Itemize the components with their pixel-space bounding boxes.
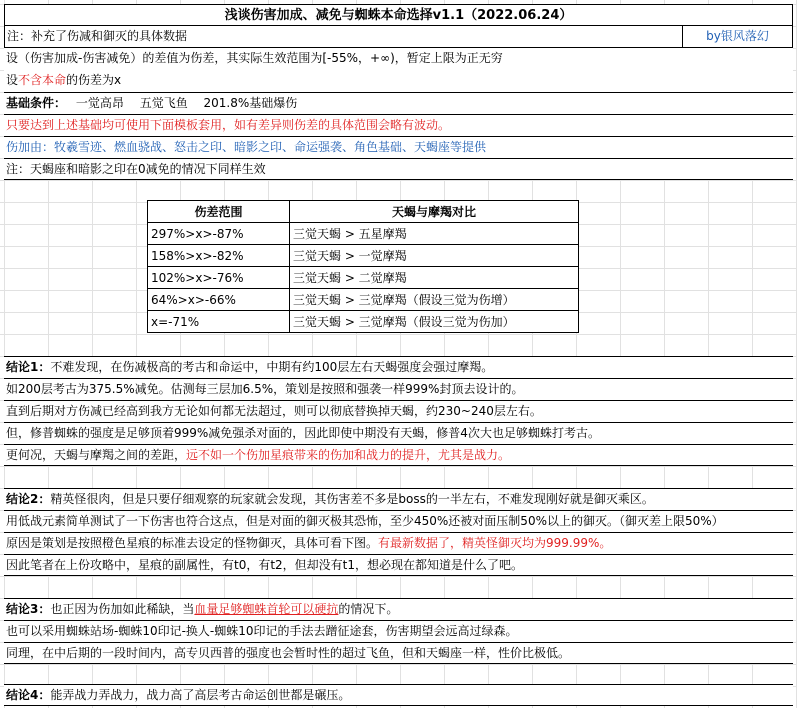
- table-row: [148, 267, 579, 289]
- conclusion-2-l3-text: 原因是策划是按照橙色星痕的标准去设定的怪物御灭，具体可看下图。: [6, 536, 379, 550]
- conclusion-1-line-1: [4, 356, 793, 378]
- x-def-pre: 设: [6, 73, 19, 87]
- conclusion-3-line-1: [4, 598, 793, 620]
- comparison-cell: 三觉天蝎 > 三觉摩羯（假设三觉为伤增）: [290, 289, 579, 311]
- conclusion-3-label: 结论3：: [6, 602, 51, 616]
- range-cell: 297%>x>-87%: [148, 223, 290, 245]
- note-row: [4, 26, 793, 48]
- conclusion-4-line-1: [4, 684, 793, 706]
- comparison-cell: 三觉天蝎 > 三觉摩羯（假设三觉为伤加）: [290, 311, 579, 333]
- base-conditions: [4, 92, 793, 114]
- comparison-cell: 三觉天蝎 > 二觉摩羯: [290, 267, 579, 289]
- base-item: 201.8%基础爆伤: [203, 96, 298, 110]
- conclusion-3-text: 也正因为伤加如此稀缺，当: [50, 602, 195, 616]
- conclusion-1-line-4: 但，修普蜘蛛的强度是足够顶着999%减免强杀对面的，因此即使中期没有天蝎，修普4次大也足够蜘蛛打考古。: [4, 422, 793, 444]
- conclusion-2-highlight: 有最新数据了，精英怪御灭均为999.99%。: [378, 536, 612, 550]
- table-row: [148, 311, 579, 333]
- comparison-table: [147, 200, 579, 333]
- conclusion-2-line-1: [4, 488, 793, 510]
- range-cell: x=-71%: [148, 311, 290, 333]
- base-item: 一觉高昂: [75, 96, 124, 110]
- table-row: [148, 223, 579, 245]
- range-cell: 158%>x>-82%: [148, 245, 290, 267]
- update-note: 注：补充了伤减和御灭的具体数据: [7, 29, 188, 43]
- comparison-cell: 三觉天蝎 > 一觉摩羯: [290, 245, 579, 267]
- scorpio-note: 注：天蝎座和暗影之印在0减免的情况下同样生效: [4, 158, 793, 180]
- conclusion-3-highlight: 血量足够蜘蛛首轮可以硬抗: [194, 602, 339, 616]
- conclusion-1-line-2: 如200层考古为375.5%减免。估测每三层加6.5%，策划是按照和强袭一样999%封顶去设计的。: [4, 378, 793, 400]
- conclusion-1-text: 不难发现，在伤减极高的考古和命运中，中期有约100层左右天蝎强度会强过摩羯。: [50, 360, 494, 374]
- conclusion-2-label: 结论2：: [6, 492, 51, 506]
- x-definition-line: [4, 70, 793, 92]
- template-note: 只要达到上述基础均可使用下面模板套用，如有差异则伤差的具体范围会略有波动。: [4, 114, 793, 136]
- header-range: 伤差范围: [148, 201, 290, 223]
- conclusion-2-text: 精英怪很肉，但是只要仔细观察的玩家就会发现，其伤害差不多是boss的一半左右，不难发现刚好就是御灭乘区。: [50, 492, 654, 506]
- conclusion-2-line-3: [4, 532, 793, 554]
- range-cell: 64%>x>-66%: [148, 289, 290, 311]
- conclusion-1-line-3: 直到后期对方伤减已经高到我方无论如何都无法超过，则可以彻底替换掉天蝎，约230~240层左右。: [4, 400, 793, 422]
- definition-line: 设（伤害加成-伤害减免）的差值为伤差，其实际生效范围为[-55%，+∞)，暂定上限为正无穷: [4, 48, 793, 70]
- range-cell: 102%>x>-76%: [148, 267, 290, 289]
- conclusion-4-text: 能弄战力弄战力，战力高了高层考古命运创世都是碾压。: [50, 688, 351, 702]
- conclusion-1-label: 结论1：: [6, 360, 51, 374]
- header-comparison: 天蝎与摩羯对比: [290, 201, 579, 223]
- table-row: [148, 289, 579, 311]
- x-def-post: 的伤差为x: [66, 73, 122, 87]
- conclusion-1-line-5: [4, 444, 793, 466]
- damage-source-note: 伤加由：牧羲雪迹、燃血骁战、怒击之印、暗影之印、命运强袭、角色基础、天蝎座等提供: [4, 136, 793, 158]
- page-title: 浅谈伤害加成、减免与蜘蛛本命选择v1.1（2022.06.24）: [4, 4, 793, 26]
- conclusion-3-text-post: 的情况下。: [338, 602, 399, 616]
- conclusion-4-label: 结论4：: [6, 688, 51, 702]
- author-credit: by银风落幻: [682, 26, 792, 47]
- base-label: 基础条件：: [6, 96, 67, 110]
- conclusion-3-line-2: 也可以采用蜘蛛站场-蜘蛛10印记-换人-蜘蛛10印记的手法去蹭征途套，伤害期望会远高过绿森。: [4, 620, 793, 642]
- conclusion-3-line-3: 同理，在中后期的一段时间内，高专贝西普的强度也会暂时性的超过飞鱼，但和天蝎座一样，性价比极低。: [4, 642, 793, 664]
- table-row: [148, 245, 579, 267]
- x-def-highlight: 不含本命: [18, 73, 67, 87]
- conclusion-1-highlight: 远不如一个伤加星痕带来的伤加和战力的提升，尤其是战力。: [186, 448, 511, 462]
- comparison-cell: 三觉天蝎 > 五星摩羯: [290, 223, 579, 245]
- base-item: 五觉飞鱼: [139, 96, 188, 110]
- conclusion-2-line-4: 因此笔者在上份攻略中，星痕的副属性，有t0，有t2，但却没有t1，想必现在都知道是什么了吧。: [4, 554, 793, 576]
- conclusion-1-l5-text: 更何况，天蝎与摩羯之间的差距，: [6, 448, 187, 462]
- table-header-row: [148, 201, 579, 223]
- conclusion-2-line-2: 用低战元素简单测试了一下伤害也符合这点，但是对面的御灭极其恐怖，至少450%还被对面压制50%以上的御灭。（御灭差上限50%）: [4, 510, 793, 532]
